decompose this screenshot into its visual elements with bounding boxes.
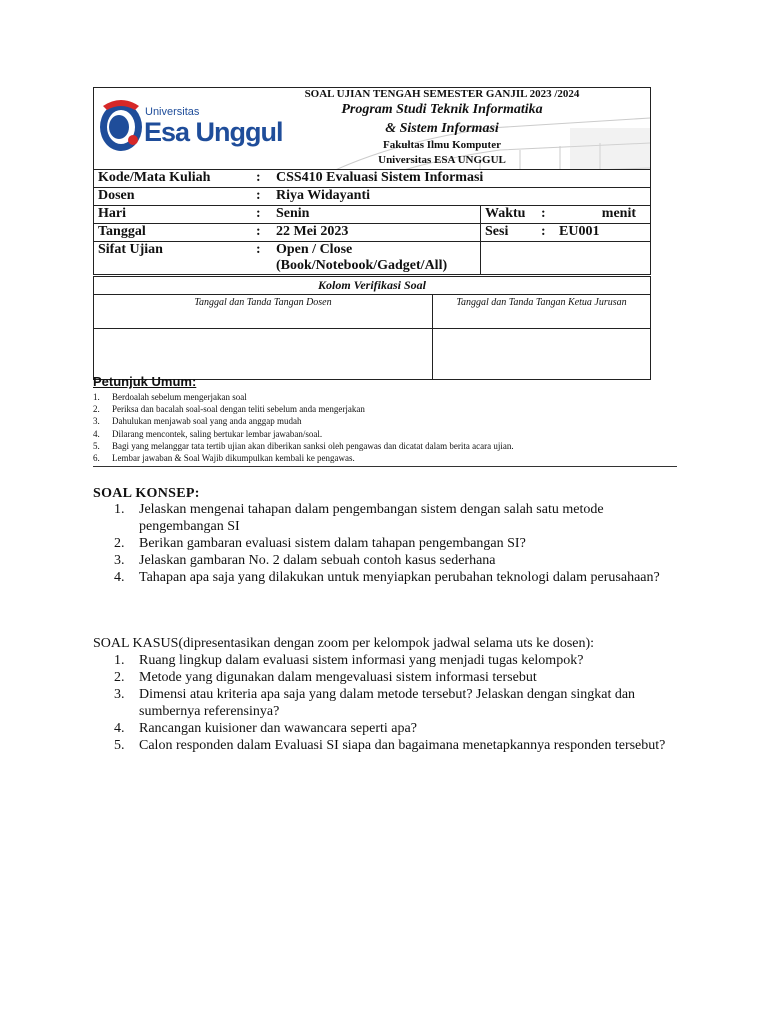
exam-header <box>93 87 651 169</box>
colon: : <box>252 242 272 275</box>
row-kode <box>94 170 651 188</box>
sifat-value <box>272 242 481 275</box>
sifat-empty-cell <box>481 242 651 275</box>
colon: : <box>252 224 272 242</box>
list-item: 3. Dimensi atau kriteria apa saja yang dalam metode tersebut? Jelaskan dengan singkat dan sumbernya referensinya? <box>114 687 636 719</box>
list-item: 4. Tahapan apa saja yang dilakukan untuk menyiapkan perubahan teknologi dalam perusahaan? <box>114 569 660 585</box>
list-item: 3. Dahulukan menjawab soal yang anda anggap mudah <box>93 416 302 427</box>
list-item: 5. Bagi yang melanggar tata tertib ujian akan diberikan sanksi oleh pengawas dan dicatat dalam berita acara ujian. <box>93 440 514 451</box>
sifat-label: Sifat Ujian <box>94 242 253 275</box>
logo-globe-icon <box>97 96 145 154</box>
dosen-value: Riya Widayanti <box>272 188 651 206</box>
divider <box>93 466 677 467</box>
list-item: 6. Lembar jawaban & Soal Wajib dikumpulkan kembali ke pengawas. <box>93 453 355 464</box>
waktu-label: Waktu <box>485 206 526 221</box>
sifat-value-line1: Open / Close <box>276 242 353 257</box>
signature-ketua-label: Tanggal dan Tanda Tangan Ketua Jurusan <box>433 295 651 329</box>
row-hari <box>94 206 651 224</box>
program-line-2: & Sistem Informasi <box>385 121 499 136</box>
logo-text-top: Universitas <box>145 106 200 118</box>
list-item: 1. Berdoalah sebelum mengerjakan soal <box>93 392 247 402</box>
sifat-value-line2: (Book/Notebook/Gadget/All) <box>276 258 448 273</box>
petunjuk-list <box>93 391 514 464</box>
list-item: 1. Ruang lingkup dalam evaluasi sistem informasi yang menjadi tugas kelompok? <box>114 653 584 668</box>
waktu-cell <box>481 206 651 224</box>
verification-table <box>93 276 651 380</box>
list-item: 3. Jelaskan gambaran No. 2 dalam sebuah contoh kasus sederhana <box>114 552 496 568</box>
kode-value: CSS410 Evaluasi Sistem Informasi <box>272 170 651 188</box>
petunjuk-title: Petunjuk Umum: <box>93 374 197 389</box>
waktu-value: menit <box>601 206 636 221</box>
logo-text-main: Esa Unggul <box>144 117 283 147</box>
signature-dosen-label: Tanggal dan Tanda Tangan Dosen <box>94 295 433 329</box>
kode-label: Kode/Mata Kuliah <box>94 170 253 188</box>
sesi-cell <box>481 224 651 242</box>
kasus-list <box>93 653 677 755</box>
signature-ketua-box <box>433 329 651 380</box>
sesi-value: EU001 <box>559 224 600 239</box>
row-sifat <box>94 242 651 275</box>
colon: : <box>541 224 546 239</box>
list-item: 4. Dilarang mencontek, saling bertukar lembar jawaban/soal. <box>93 428 323 439</box>
tanggal-value: 22 Mei 2023 <box>272 224 481 242</box>
hari-label: Hari <box>94 206 253 224</box>
dosen-label: Dosen <box>94 188 253 206</box>
row-tanggal <box>94 224 651 242</box>
list-item: 2. Periksa dan bacalah soal-soal dengan teliti sebelum anda mengerjakan <box>93 404 365 415</box>
konsep-title: SOAL KONSEP: <box>93 486 200 501</box>
colon: : <box>252 206 272 224</box>
exam-title: SOAL UJIAN TENGAH SEMESTER GANJIL 2023 /2024 <box>304 88 580 100</box>
colon: : <box>252 188 272 206</box>
row-dosen <box>94 188 651 206</box>
kasus-title: SOAL KASUS(dipresentasikan dengan zoom per kelompok jadwal selama uts ke dosen): <box>93 636 595 651</box>
colon: : <box>541 206 546 221</box>
faculty-name: Fakultas Ilmu Komputer <box>383 139 501 151</box>
list-item: 4. Rancangan kuisioner dan wawancara seperti apa? <box>114 720 417 736</box>
sesi-label: Sesi <box>485 224 509 239</box>
university-name: Universitas ESA UNGGUL <box>378 154 506 166</box>
exam-info-table <box>93 169 651 275</box>
konsep-list <box>93 502 673 587</box>
signature-dosen-box <box>94 329 433 380</box>
hari-value: Senin <box>272 206 481 224</box>
tanggal-label: Tanggal <box>94 224 253 242</box>
verification-title: Kolom Verifikasi Soal <box>94 277 651 295</box>
list-item: 2. Berikan gambaran evaluasi sistem dalam tahapan pengembangan SI? <box>114 535 526 551</box>
list-item: 5. Calon responden dalam Evaluasi SI siapa dan bagaimana menetapkannya responden tersebut? <box>114 737 666 753</box>
colon: : <box>252 170 272 188</box>
list-item: 2. Metode yang digunakan dalam mengevaluasi sistem informasi tersebut <box>114 670 537 685</box>
program-line-1: Program Studi Teknik Informatika <box>341 102 543 117</box>
list-item: 1. Jelaskan mengenai tahapan dalam pengembangan sistem dengan salah satu metode pengembangan SI <box>114 502 604 534</box>
